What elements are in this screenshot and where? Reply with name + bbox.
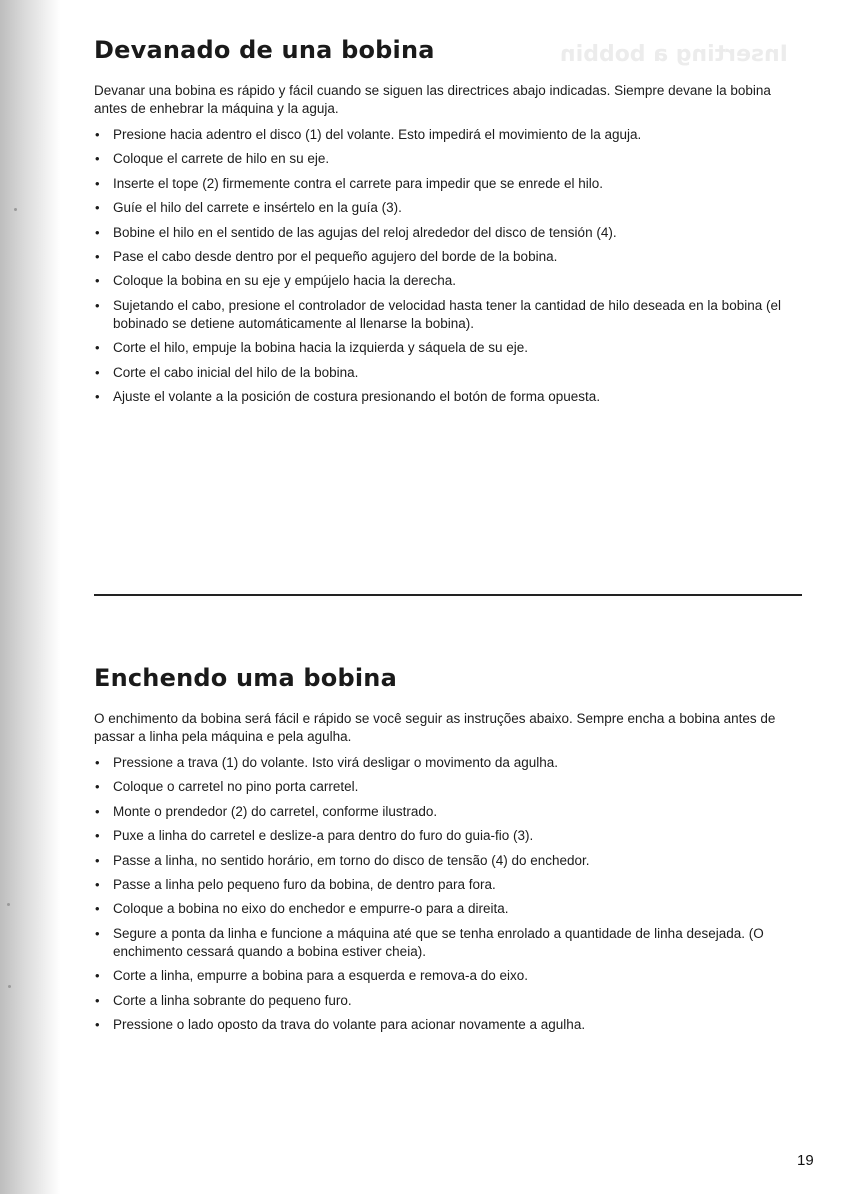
portuguese-steps-list [94,754,794,1034]
page-number: 19 [797,1152,814,1169]
list-item [94,339,794,357]
portuguese-intro: O enchimento da bobina será fácil e rápido se você seguir as instruções abaixo. Sempre encha a bobina antes de passar a linha pela máquina e pela agulha. [94,711,776,744]
bullet-icon: • [95,200,100,216]
list-item [94,364,794,382]
list-item [94,900,794,918]
list-item [94,992,794,1010]
list-item-text: Sujetando el cabo, presione el controlador de velocidad hasta tener la cantidad de hilo deseada en la bobina (el bobinado se detiene automáticamente al llenarse la bobina). [113,297,781,331]
list-item-text: Guíe el hilo del carrete e insértelo en la guía (3). [113,200,402,216]
list-item-text: Ajuste el volante a la posición de costura presionando el botón de forma opuesta. [113,388,601,404]
spanish-title: Devanado de una bobina [94,36,435,64]
list-item [94,388,794,406]
list-item-text: Pressione a trava (1) do volante. Isto virá desligar o movimento da agulha. [113,755,558,770]
bullet-icon: • [95,925,100,941]
bullet-icon: • [95,224,100,240]
list-item-text: Coloque o carretel no pino porta carretel. [113,779,359,795]
list-item [94,199,794,217]
page-spine-shadow [0,0,60,1194]
bullet-icon: • [95,828,100,844]
list-item [94,175,794,193]
list-item [94,1016,794,1034]
bullet-icon: • [95,364,100,380]
list-item-text: Corte el cabo inicial del hilo de la bobina. [113,364,359,380]
bullet-icon: • [95,876,100,892]
bullet-icon: • [95,755,100,770]
list-item [94,297,794,333]
bullet-icon: • [95,388,100,404]
list-item-text: Passe a linha pelo pequeno furo da bobina, de dentro para fora. [113,876,496,892]
list-item-text: Bobine el hilo en el sentido de las agujas del reloj alrededor del disco de tensión (4). [113,224,617,240]
bullet-icon: • [95,779,100,795]
list-item-text: Corte a linha sobrante do pequeno furo. [113,992,352,1008]
bullet-icon: • [95,151,100,167]
list-item [94,967,794,985]
bullet-icon: • [95,992,100,1008]
list-item-text: Segure a ponta da linha e funcione a máquina até que se tenha enrolado a quantidade de linha desejada. (O enchimento cessará quando a bobina estiver cheia). [113,925,764,959]
list-item [94,827,794,845]
list-item-text: Presione hacia adentro el disco (1) del volante. Esto impedirá el movimiento de la aguja. [113,127,642,142]
bullet-icon: • [95,127,100,142]
portuguese-title: Enchendo uma bobina [94,664,397,692]
list-item [94,272,794,290]
bullet-icon: • [95,968,100,984]
scan-speck [7,903,10,906]
bullet-icon: • [95,297,100,313]
show-through-text: Inserting a bobbin [560,42,788,67]
list-item [94,925,794,961]
list-item-text: Pressione o lado oposto da trava do volante para acionar novamente a agulha. [113,1016,586,1032]
spanish-steps-list [94,126,794,406]
list-item-text: Corte el hilo, empuje la bobina hacia la izquierda y sáquela de su eje. [113,340,529,356]
bullet-icon: • [95,248,100,264]
scan-speck [14,208,17,211]
spanish-section [94,36,794,412]
portuguese-section [94,664,794,1040]
list-item [94,754,794,772]
section-divider [94,594,802,596]
list-item [94,126,794,144]
bullet-icon: • [95,901,100,917]
bullet-icon: • [95,852,100,868]
list-item-text: Puxe a linha do carretel e deslize-a para dentro do furo do guia-fio (3). [113,828,534,844]
list-item-text: Coloque la bobina en su eje y empújelo hacia la derecha. [113,273,456,289]
bullet-icon: • [95,175,100,191]
list-item [94,150,794,168]
scan-speck [8,985,11,988]
list-item-text: Inserte el tope (2) firmemente contra el carrete para impedir que se enrede el hilo. [113,175,604,191]
bullet-icon: • [95,1016,100,1032]
spanish-intro: Devanar una bobina es rápido y fácil cuando se siguen las directrices abajo indicadas. Siempre devane la bobina antes de enhebrar la máquina y la aguja. [94,83,771,116]
list-item-text: Coloque a bobina no eixo do enchedor e empurre-o para a direita. [113,901,509,917]
list-item-text: Coloque el carrete de hilo en su eje. [113,151,330,167]
bullet-icon: • [95,273,100,289]
list-item [94,876,794,894]
list-item-text: Passe a linha, no sentido horário, em torno do disco de tensão (4) do enchedor. [113,852,590,868]
list-item [94,778,794,796]
list-item [94,224,794,242]
bullet-icon: • [95,803,100,819]
bullet-icon: • [95,340,100,356]
list-item-text: Corte a linha, empurre a bobina para a esquerda e remova-a do eixo. [113,968,528,984]
list-item-text: Monte o prendedor (2) do carretel, conforme ilustrado. [113,803,438,819]
list-item [94,248,794,266]
list-item [94,803,794,821]
list-item-text: Pase el cabo desde dentro por el pequeño agujero del borde de la bobina. [113,248,558,264]
list-item [94,852,794,870]
